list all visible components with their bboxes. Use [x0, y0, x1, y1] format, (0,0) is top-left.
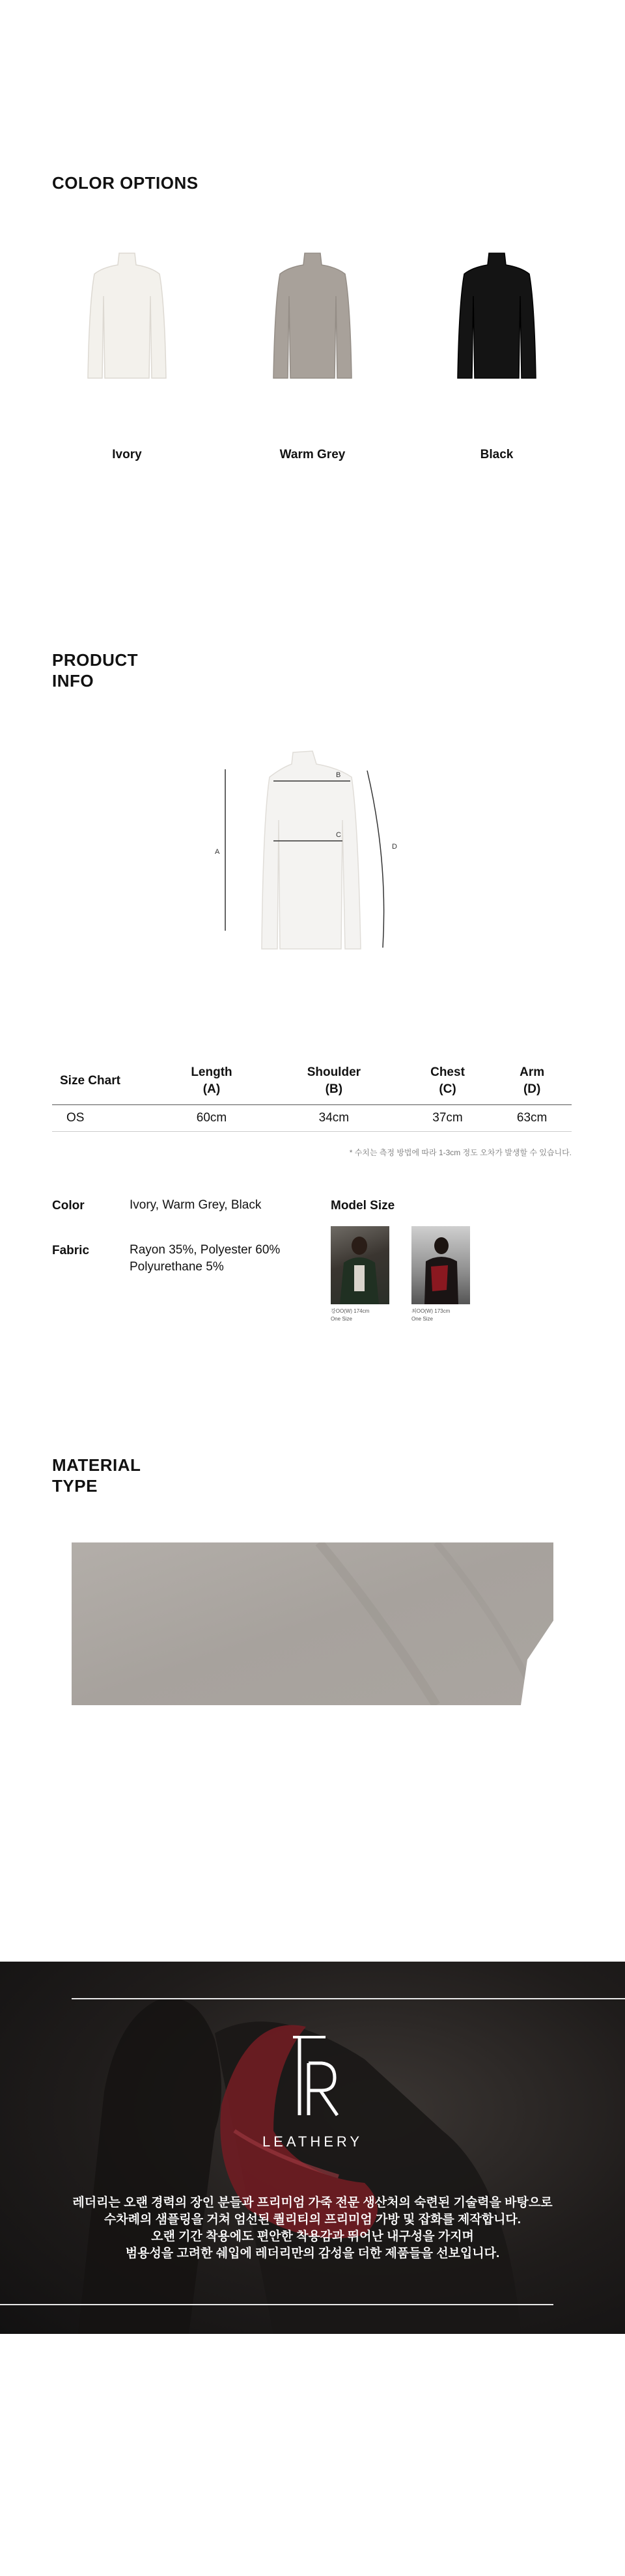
size-note: * 수치는 측정 방법에 따라 1-3cm 정도 오차가 발생할 수 있습니다.	[349, 1148, 572, 1157]
color-label-black: Black	[480, 448, 514, 461]
shoulder-header: Shoulder (B)	[307, 1065, 361, 1096]
swatch-ivory	[68, 251, 186, 381]
model-photo-2	[411, 1226, 470, 1304]
chest-header: Chest (C)	[430, 1065, 465, 1096]
color-info-value: Ivory, Warm Grey, Black	[130, 1198, 262, 1212]
swatch-warm-grey	[254, 251, 371, 381]
swatch-black	[438, 251, 555, 381]
model-photo-1	[331, 1226, 389, 1304]
brand-description: 레더리는 오랜 경력의 장인 분들과 프리미엄 가죽 전문 생산처의 숙련된 기술력을 바탕으로 수차례의 샘플링을 거쳐 엄선된 퀄리티의 프리미엄 가방 및 잡화를 제작합니다. 오랜 기간 착용에도 편안한 착용감과 뛰어난 내구성을 가지며 범용성을 고려한 쉐입에 레더리만의 감성을 더한 제품들을 선보입니다.	[72, 2196, 553, 2260]
measurement-diagram	[208, 742, 417, 957]
brand-logo	[280, 2024, 345, 2122]
brand-banner	[0, 1962, 625, 2334]
material-type-title: MATERIAL TYPE	[52, 1455, 141, 1496]
length-cell: 60cm	[196, 1111, 227, 1125]
model-caption-2: 최OO(W) 173cm One Size	[411, 1308, 451, 1322]
fabric-info-value: Rayon 35%, Polyester 60% Polyurethane 5%	[130, 1243, 281, 1274]
brand-top-divider	[72, 1998, 625, 1999]
chest-cell: 37cm	[432, 1111, 463, 1125]
fabric-info-label: Fabric	[52, 1244, 90, 1257]
diagram-label-b: B	[336, 771, 341, 779]
arm-header: Arm (D)	[520, 1065, 545, 1096]
size-cell: OS	[66, 1111, 85, 1125]
diagram-label-c: C	[336, 831, 341, 839]
size-chart-table	[52, 1058, 572, 1132]
table-row	[52, 1105, 572, 1132]
color-options-title: COLOR OPTIONS	[52, 173, 199, 193]
color-info-label: Color	[52, 1199, 85, 1213]
model-size-label: Model Size	[331, 1199, 395, 1213]
size-chart-header-row	[52, 1058, 572, 1105]
length-header: Length (A)	[191, 1065, 232, 1096]
model-caption-1: 강OO(W) 174cm One Size	[331, 1308, 370, 1322]
material-swatch	[72, 1542, 553, 1705]
brand-name: LEATHERY	[262, 2133, 363, 2150]
shoulder-cell: 34cm	[318, 1111, 350, 1125]
size-chart-header: Size Chart	[60, 1074, 120, 1088]
arm-cell: 63cm	[516, 1111, 548, 1125]
diagram-label-a: A	[215, 848, 220, 856]
color-label-ivory: Ivory	[112, 448, 142, 461]
product-info-title: PRODUCT INFO	[52, 650, 139, 691]
brand-bottom-divider	[0, 2304, 553, 2305]
color-label-warm-grey: Warm Grey	[279, 448, 346, 461]
diagram-label-d: D	[392, 843, 397, 851]
